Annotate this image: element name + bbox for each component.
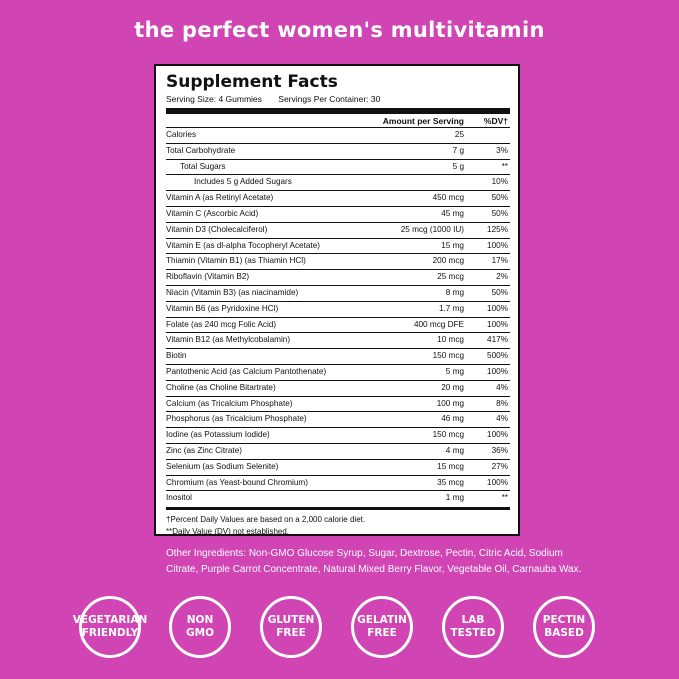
nutrient-amount <box>374 175 464 190</box>
badge-line: VEGETARIAN <box>72 614 148 626</box>
nutrient-name: Niacin (Vitamin B3) (as niacinamide) <box>166 287 299 297</box>
nutrient-dv: ** <box>501 493 508 503</box>
servings-per-container: Servings Per Container: 30 <box>278 94 381 104</box>
nutrient-name: Vitamin B12 (as Methylcobalamin) <box>166 335 291 345</box>
nutrient-dv: 17% <box>491 256 508 266</box>
nutrient-dv: 100% <box>487 303 508 313</box>
nutrient-name: Vitamin A (as Retinyl Acetate) <box>166 193 274 203</box>
feature-badge <box>72 596 148 658</box>
nutrient-dv: 100% <box>487 477 508 487</box>
nutrient-name: Biotin <box>166 351 187 361</box>
nutrient-row <box>166 318 510 334</box>
nutrient-name: Thiamin (Vitamin B1) (as Thiamin HCl) <box>166 256 306 266</box>
nutrient-amount: 7 g <box>452 145 464 155</box>
nutrient-name: Selenium (as Sodium Selenite) <box>166 461 279 471</box>
nutrient-amount: 25 <box>454 130 464 139</box>
nutrient-row <box>166 412 510 428</box>
nutrient-row <box>166 444 510 460</box>
nutrient-amount: 1.7 mg <box>438 303 464 313</box>
nutrient-dv: 2% <box>496 272 508 282</box>
nutrient-row <box>166 191 510 207</box>
badge-line: GELATIN <box>357 614 407 626</box>
nutrient-row <box>166 428 510 444</box>
nutrient-row <box>166 160 510 176</box>
badge-line: LAB <box>461 614 485 626</box>
nutrient-name: Vitamin D3 (Cholecalciferol) <box>166 224 268 234</box>
footnotes <box>166 514 510 538</box>
nutrient-name: Total Carbohydrate <box>166 145 236 155</box>
nutrient-dv: 100% <box>487 240 508 250</box>
nutrient-amount: 8 mg <box>445 287 464 297</box>
nutrient-dv: 36% <box>491 445 508 455</box>
nutrient-amount: 45 mg <box>441 208 464 218</box>
nutrient-row <box>166 270 510 286</box>
badge-line: FRIENDLY <box>81 627 139 639</box>
header-dv: %DV† <box>483 116 508 126</box>
page-headline: the perfect women's multivitamin <box>134 18 545 42</box>
nutrient-row <box>166 365 510 381</box>
nutrient-dv: 27% <box>491 461 508 471</box>
nutrient-dv: 125% <box>487 224 508 234</box>
badge-line: GLUTEN <box>267 614 315 626</box>
nutrient-name: Vitamin C (Ascorbic Acid) <box>166 208 259 218</box>
nutrient-name: Pantothenic Acid (as Calcium Pantothenate) <box>166 366 327 376</box>
nutrient-row <box>166 254 510 270</box>
nutrient-amount: 46 mg <box>441 414 464 424</box>
feature-badge <box>533 596 595 658</box>
nutrient-name: Chromium (as Yeast-bound Chromium) <box>166 477 308 487</box>
feature-badge <box>169 596 231 658</box>
nutrient-amount: 1 mg <box>445 493 464 503</box>
nutrient-name: Calcium (as Tricalcium Phosphate) <box>166 398 293 408</box>
nutrient-row <box>166 476 510 492</box>
nutrient-name: Calories <box>166 130 197 139</box>
badge-line: BASED <box>544 627 584 639</box>
nutrient-row <box>166 491 510 506</box>
badge-line: GMO <box>186 627 214 639</box>
facts-header-row <box>166 114 510 128</box>
nutrient-row <box>166 302 510 318</box>
nutrient-amount: 5 mg <box>445 366 464 376</box>
nutrient-name: Includes 5 g Added Sugars <box>194 177 292 187</box>
nutrient-dv: 500% <box>487 351 508 361</box>
nutrient-name: Total Sugars <box>180 161 226 171</box>
nutrient-row <box>166 175 510 191</box>
nutrient-name: Vitamin B6 (as Pyridoxine HCl) <box>166 303 279 313</box>
header-amount: Amount per Serving <box>382 116 464 126</box>
nutrient-dv: 100% <box>487 366 508 376</box>
nutrient-name: Inositol <box>166 493 192 503</box>
nutrient-dv: 417% <box>487 335 508 345</box>
nutrient-amount: 100 mg <box>436 398 464 408</box>
footnote-divider <box>166 507 510 510</box>
nutrient-amount: 150 mcg <box>432 351 464 361</box>
feature-badge <box>442 596 504 658</box>
nutrient-amount: 200 mcg <box>432 256 464 266</box>
nutrient-name: Riboflavin (Vitamin B2) <box>166 272 250 282</box>
nutrient-name: Folate (as 240 mcg Folic Acid) <box>166 319 277 329</box>
nutrient-amount: 450 mcg <box>432 193 464 203</box>
nutrient-amount: 5 g <box>452 161 464 171</box>
nutrient-amount: 20 mg <box>441 382 464 392</box>
other-ingredients: Other Ingredients: Non-GMO Glucose Syrup, Sugar, Dextrose, Pectin, Citric Acid, Sodium Citrate, Purple Carrot Concentrate, Natural Mixed Berry Flavor, Vegetable Oil, Carnauba Wax. <box>166 548 582 575</box>
supplement-facts-title: Supplement Facts <box>166 72 338 92</box>
nutrient-amount: 400 mcg DFE <box>413 319 464 329</box>
nutrient-amount: 15 mcg <box>437 461 464 471</box>
nutrient-dv <box>464 128 510 143</box>
feature-badge <box>260 596 322 658</box>
nutrient-amount: 150 mcg <box>432 430 464 440</box>
nutrient-dv: ** <box>501 161 508 171</box>
nutrient-row <box>166 286 510 302</box>
nutrient-dv: 3% <box>496 145 508 155</box>
nutrient-row <box>166 128 510 144</box>
footnote-dv: †Percent Daily Values are based on a 2,000 calorie diet. <box>166 515 366 525</box>
badge-line: PECTIN <box>542 614 586 626</box>
nutrient-row <box>166 207 510 223</box>
nutrient-dv: 4% <box>496 382 508 392</box>
nutrient-amount: 4 mg <box>445 445 464 455</box>
supplement-facts-panel <box>154 64 520 536</box>
nutrient-dv: 10% <box>491 177 508 187</box>
feature-badge <box>351 596 413 658</box>
nutrient-table <box>166 128 510 506</box>
nutrient-name: Vitamin E (as dl-alpha Tocopheryl Acetate) <box>166 240 320 250</box>
serving-info <box>166 93 510 105</box>
nutrient-amount: 10 mcg <box>437 335 464 345</box>
badge-line: FREE <box>276 627 306 639</box>
nutrient-row <box>166 381 510 397</box>
serving-size: Serving Size: 4 Gummies <box>166 94 262 104</box>
nutrient-name: Zinc (as Zinc Citrate) <box>166 445 242 455</box>
badge-line: NON <box>186 614 214 626</box>
nutrient-dv: 100% <box>487 319 508 329</box>
nutrient-amount: 25 mcg <box>437 272 464 282</box>
nutrient-dv: 100% <box>487 430 508 440</box>
badge-row <box>0 596 679 666</box>
nutrient-amount: 35 mcg <box>437 477 464 487</box>
nutrient-row <box>166 144 510 160</box>
nutrient-amount: 15 mg <box>441 240 464 250</box>
nutrient-name: Iodine (as Potassium Iodide) <box>166 430 270 440</box>
nutrient-name: Phosphorus (as Tricalcium Phosphate) <box>166 414 307 424</box>
nutrient-row <box>166 333 510 349</box>
badge-line: TESTED <box>450 627 496 639</box>
nutrient-dv: 8% <box>496 398 508 408</box>
nutrient-row <box>166 239 510 255</box>
nutrient-dv: 50% <box>491 208 508 218</box>
nutrient-row <box>166 349 510 365</box>
nutrient-dv: 4% <box>496 414 508 424</box>
nutrient-dv: 50% <box>491 193 508 203</box>
nutrient-name: Choline (as Choline Bitartrate) <box>166 382 276 392</box>
nutrient-row <box>166 397 510 413</box>
nutrient-row <box>166 223 510 239</box>
nutrient-row <box>166 460 510 476</box>
badge-line: FREE <box>367 627 397 639</box>
nutrient-dv: 50% <box>491 287 508 297</box>
nutrient-amount: 25 mcg (1000 IU) <box>400 224 464 234</box>
footnote-not-established: **Daily Value (DV) not established. <box>166 527 290 537</box>
